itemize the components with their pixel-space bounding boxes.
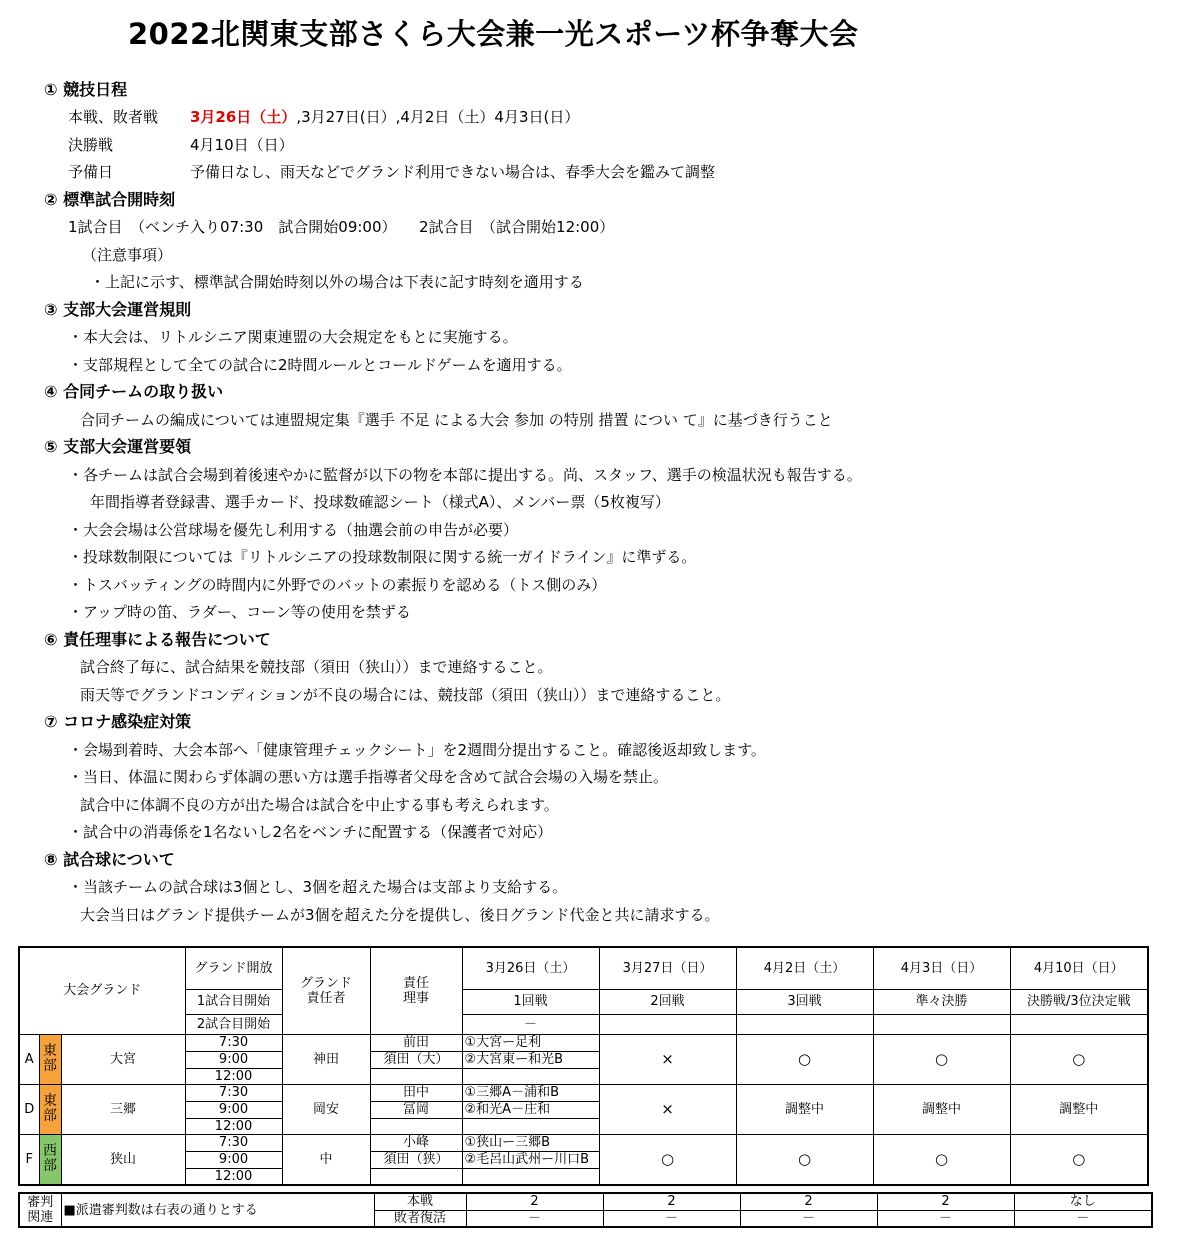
director: 須田（大） [370, 1051, 462, 1068]
status-cell: ○ [599, 1134, 736, 1185]
ground-name: 大宮 [61, 1034, 185, 1084]
header-manager-line1: グランド [300, 975, 353, 991]
header-round-3: 3回戦 [736, 989, 873, 1014]
ground-letter: A [19, 1034, 39, 1084]
branch-char: 部 [43, 1058, 57, 1074]
header-manager [282, 947, 370, 1034]
director: 田中 [370, 1084, 462, 1101]
referee-label-line1: 審判 [27, 1195, 54, 1210]
header-round-2: 2回戦 [599, 989, 736, 1014]
schedule-other-dates: ,3月27日(日）,4月2日（土）4月3日(日） [296, 108, 580, 126]
status-cell: ○ [873, 1034, 1010, 1084]
matchup-empty [462, 1168, 599, 1185]
header-first-game: 1試合目開始 [185, 989, 282, 1014]
rules-line-2: ・支部規程として全ての試合に2時間ルールとコールドゲームを適用する。 [68, 356, 572, 374]
director: 前田 [370, 1034, 462, 1051]
referee-main-label: 本戦 [374, 1193, 466, 1210]
rules-line-1: ・本大会は、リトルシニア関東連盟の大会規定をもとに実施する。 [68, 328, 518, 346]
status-cell: ○ [1010, 1134, 1148, 1185]
section-6-heading: ⑥ 責任理事による報告について [44, 630, 271, 649]
ground-schedule-table [18, 946, 1149, 1186]
director: 冨岡 [370, 1101, 462, 1118]
time-open: 7:30 [185, 1084, 282, 1101]
section-3-heading: ③ 支部大会運営規則 [44, 300, 192, 319]
time-second: 12:00 [185, 1118, 282, 1134]
referee-main-count: 2 [603, 1193, 740, 1210]
matchup: ②和光A－庄和 [462, 1101, 599, 1118]
header-round-1-dash: － [462, 1014, 599, 1034]
branch-badge [39, 1134, 61, 1185]
header-ground-open: グランド開放 [185, 947, 282, 989]
referee-main-count: 2 [740, 1193, 877, 1210]
branch-char: 東 [43, 1043, 57, 1059]
director-empty [370, 1168, 462, 1185]
schedule-main-label: 本戦、敗者戦 [68, 108, 159, 126]
caution-text: ・上記に示す、標準試合開始時刻以外の場合は下表に記す時刻を適用する [90, 273, 584, 291]
time-open: 7:30 [185, 1034, 282, 1051]
section-1-heading: ① 競技日程 [44, 80, 128, 99]
procedure-line-6: ・アップ時の笛、ラダー、コーン等の使用を禁ずる [68, 603, 411, 621]
ground-manager: 神田 [282, 1034, 370, 1084]
ground-letter: F [19, 1134, 39, 1185]
referee-label [19, 1193, 61, 1227]
status-cell: × [599, 1084, 736, 1134]
status-cell: ○ [736, 1034, 873, 1084]
referee-main-count: 2 [877, 1193, 1014, 1210]
covid-line-4: ・試合中の消毒係を1名ないし2名をベンチに配置する（保護者で対応） [68, 823, 553, 841]
schedule-first-date: 3月26日（土） [190, 108, 297, 126]
header-empty [873, 1014, 1010, 1034]
matchup: ①三郷A－浦和B [462, 1084, 599, 1101]
covid-line-2: ・当日、体温に関わらず体調の悪い方は選手指導者父母を含めて試合会場の入場を禁止。 [68, 768, 669, 786]
director-empty [370, 1118, 462, 1134]
branch-char: 西 [43, 1143, 57, 1159]
status-cell: ○ [736, 1134, 873, 1185]
standard-times: 1試合目 （ベンチ入り07:30 試合開始09:00） 2試合目 （試合開始12:00） [68, 218, 615, 236]
section-7-heading: ⑦ コロナ感染症対策 [44, 712, 192, 731]
matchup: ②毛呂山武州ー川口B [462, 1151, 599, 1168]
caution-heading: （注意事項） [82, 246, 173, 264]
header-date-1: 3月26日（土） [462, 947, 599, 989]
director: 小峰 [370, 1134, 462, 1151]
schedule-reserve-label: 予備日 [68, 163, 114, 181]
header-empty [736, 1014, 873, 1034]
report-line-2: 雨天等でグランドコンディションが不良の場合には、競技部（須田（狭山））まで連絡すること。 [80, 686, 731, 704]
director: 須田（狭） [370, 1151, 462, 1168]
ball-line-2: 大会当日はグランド提供チームが3個を超えた分を提供し、後日グランド代金と共に請求する。 [80, 906, 720, 924]
status-cell: 調整中 [736, 1084, 873, 1134]
section-2-heading: ② 標準試合開時刻 [44, 190, 176, 209]
referee-loser-count: － [877, 1210, 1014, 1227]
referee-main-count: なし [1014, 1193, 1152, 1210]
schedule-final-label: 決勝戦 [68, 136, 114, 154]
covid-line-1: ・会場到着時、大会本部へ「健康管理チェックシート」を2週間分提出すること。確認後返却致します。 [68, 741, 766, 759]
header-round-5: 決勝戦/3位決定戦 [1010, 989, 1148, 1014]
time-first: 9:00 [185, 1151, 282, 1168]
header-round-4: 準々決勝 [873, 989, 1010, 1014]
status-cell: 調整中 [873, 1084, 1010, 1134]
page-title: 2022北関東支部さくら大会兼一光スポーツ杯争奪大会 [128, 17, 859, 51]
covid-line-3: 試合中に体調不良の方が出た場合は試合を中止する事も考えられます。 [80, 796, 559, 814]
header-second-game: 2試合目開始 [185, 1014, 282, 1034]
referee-table [18, 1192, 1153, 1228]
ground-name: 三郷 [61, 1084, 185, 1134]
procedure-line-4: ・投球数制限については『リトルシニアの投球数制限に関する統一ガイドライン』に準ずる。 [68, 548, 697, 566]
header-empty [599, 1014, 736, 1034]
status-cell: 調整中 [1010, 1084, 1148, 1134]
header-ground: 大会グランド [19, 947, 185, 1034]
header-director-line2: 理事 [403, 990, 430, 1006]
matchup-empty [462, 1068, 599, 1084]
procedure-line-1: ・各チームは試合会場到着後速やかに監督が以下の物を本部に提出する。尚、スタッフ、選手の検温状況も報告する。 [68, 466, 862, 484]
time-first: 9:00 [185, 1101, 282, 1118]
status-cell: ○ [873, 1134, 1010, 1185]
schedule-main-dates [190, 107, 579, 127]
status-cell: ○ [1010, 1034, 1148, 1084]
report-line-1: 試合終了毎に、試合結果を競技部（須田（狭山））まで連絡すること。 [80, 658, 553, 676]
header-director-line1: 責任 [403, 975, 430, 991]
time-open: 7:30 [185, 1134, 282, 1151]
referee-loser-label: 敗者復活 [374, 1210, 466, 1227]
header-date-2: 3月27日（日） [599, 947, 736, 989]
referee-note: ■派遣審判数は右表の通りとする [61, 1193, 374, 1227]
procedure-line-5: ・トスバッティングの時間内に外野でのバットの素振りを認める（トス側のみ） [68, 576, 607, 594]
director-empty [370, 1068, 462, 1084]
time-second: 12:00 [185, 1168, 282, 1185]
branch-badge [39, 1084, 61, 1134]
branch-char: 部 [43, 1158, 57, 1174]
header-date-4: 4月3日（日） [873, 947, 1010, 989]
header-manager-line2: 責任者 [306, 990, 346, 1006]
procedure-line-3: ・大会会場は公営球場を優先し利用する（抽選会前の申告が必要） [68, 521, 519, 539]
procedure-line-2: 年間指導者登録書、選手カード、投球数確認シート（様式A）、メンバー票（5枚複写） [90, 493, 670, 511]
status-cell: × [599, 1034, 736, 1084]
matchup: ②大宮東ー和光B [462, 1051, 599, 1068]
ground-letter: D [19, 1084, 39, 1134]
section-5-heading: ⑤ 支部大会運営要領 [44, 437, 192, 456]
header-round-1: 1回戦 [462, 989, 599, 1014]
referee-loser-count: － [740, 1210, 877, 1227]
matchup: ①狭山ー三郷B [462, 1134, 599, 1151]
schedule-final-date: 4月10日（日） [190, 136, 294, 154]
branch-char: 部 [43, 1108, 57, 1124]
joint-team-text: 合同チームの編成については連盟規定集『選手 不足 による大会 参加 の特別 措置 につい て』に基づき行うこと [80, 411, 833, 429]
header-date-3: 4月2日（土） [736, 947, 873, 989]
matchup-empty [462, 1118, 599, 1134]
header-director [370, 947, 462, 1034]
ground-name: 狭山 [61, 1134, 185, 1185]
time-second: 12:00 [185, 1068, 282, 1084]
header-empty [1010, 1014, 1148, 1034]
ground-manager: 岡安 [282, 1084, 370, 1134]
ball-line-1: ・当該チームの試合球は3個とし、3個を超えた場合は支部より支給する。 [68, 878, 568, 896]
schedule-reserve-value: 予備日なし、雨天などでグランド利用できない場合は、春季大会を鑑みて調整 [190, 163, 716, 181]
referee-loser-count: － [1014, 1210, 1152, 1227]
header-date-5: 4月10日（日） [1010, 947, 1148, 989]
time-first: 9:00 [185, 1051, 282, 1068]
section-4-heading: ④ 合同チームの取り扱い [44, 382, 224, 401]
branch-badge [39, 1034, 61, 1084]
referee-loser-count: － [603, 1210, 740, 1227]
referee-label-line2: 関連 [27, 1210, 54, 1225]
ground-manager: 中 [282, 1134, 370, 1185]
section-8-heading: ⑧ 試合球について [44, 850, 175, 869]
referee-main-count: 2 [466, 1193, 603, 1210]
matchup: ①大宮ー足利 [462, 1034, 599, 1051]
referee-loser-count: － [466, 1210, 603, 1227]
branch-char: 東 [43, 1093, 57, 1109]
